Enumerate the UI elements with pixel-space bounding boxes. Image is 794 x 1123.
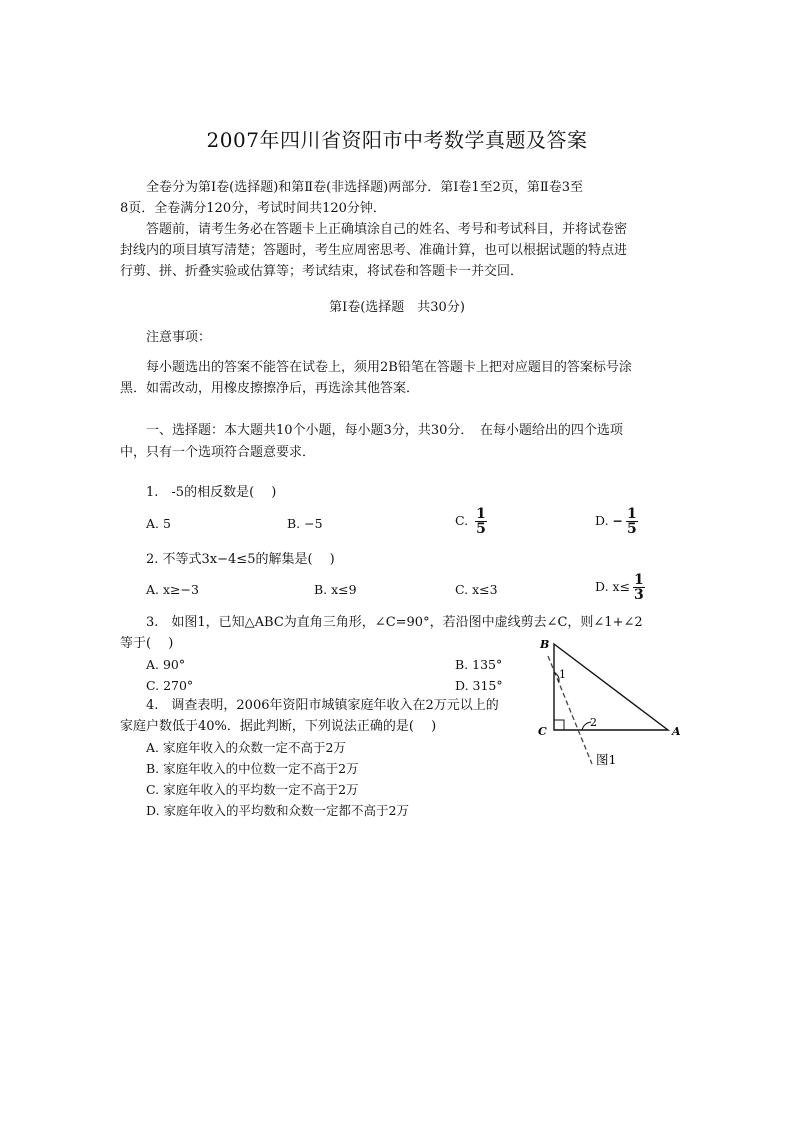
intro-line: 全卷分为第Ⅰ卷(选择题)和第Ⅱ卷(非选择题)两部分．第Ⅰ卷1至2页，第Ⅱ卷3至: [146, 180, 584, 195]
intro-line: 答题前，请考生务必在答题卡上正确填涂自己的姓名、考号和考试科目，并将试卷密: [146, 222, 628, 237]
part1-line: 一、选择题：本大题共10个小题，每小题3分，共30分． 在每小题给出的四个选项: [146, 423, 623, 438]
fraction-numerator: 1: [627, 506, 637, 522]
notice-label: 注意事项：: [146, 330, 212, 345]
q1-option-c: [455, 507, 487, 536]
q1-option-d-fraction: [626, 507, 638, 536]
question-2-stem: 2. 不等式3x−4≤5的解集是( ): [146, 552, 335, 567]
q1-option-c-prefix: C.: [455, 513, 469, 528]
question-3-line: 等于( ): [120, 636, 174, 651]
q1-option-b: B. −5: [287, 516, 323, 531]
q3-option-b: B. 135°: [455, 657, 503, 672]
q2-option-a: A. x≥−3: [146, 582, 199, 597]
question-1-stem: 1. -5的相反数是( ): [146, 485, 277, 500]
angle-1-label: 1: [559, 668, 566, 681]
angle-2-label: 2: [590, 716, 597, 729]
q3-option-a: A. 90°: [146, 657, 186, 672]
fraction-numerator: 1: [634, 572, 644, 588]
q4-option-c: C. 家庭年收入的平均数一定不高于2万: [146, 782, 359, 797]
intro-line: 行剪、拼、折叠实验或估算等；考试结束，将试卷和答题卡一并交回．: [120, 264, 524, 279]
section-title: 第Ⅰ卷(选择题 共30分): [329, 300, 465, 315]
q2-option-b: B. x≤9: [314, 582, 357, 597]
q4-option-d: D. 家庭年收入的平均数和众数一定都不高于2万: [146, 803, 409, 818]
q1-option-c-fraction: [475, 507, 487, 536]
vertex-c-label: C: [538, 725, 547, 738]
vertex-a-label: A: [672, 725, 681, 738]
fraction-denominator: 3: [634, 587, 644, 603]
q4-option-b: B. 家庭年收入的中位数一定不高于2万: [146, 761, 359, 776]
q1-option-d: [595, 507, 638, 536]
triangle-abc: [554, 644, 668, 730]
intro-line: 8页．全卷满分120分，考试时间共120分钟．: [120, 201, 386, 216]
q3-option-d: D. 315°: [455, 678, 503, 693]
fraction-numerator: 1: [476, 506, 486, 522]
q4-option-a: A. 家庭年收入的众数一定不高于2万: [146, 740, 346, 755]
intro-line: 封线内的项目填写清楚；答题时，考生应周密思考、准确计算，也可以根据试题的特点进: [120, 243, 628, 258]
part1-line: 中，只有一个选项符合题意要求．: [120, 445, 316, 460]
notice-line: 每小题选出的答案不能答在试卷上，须用2B铅笔在答题卡上把对应题目的答案标号涂: [146, 360, 632, 375]
right-angle-marker: [554, 720, 564, 730]
q2-option-d: [595, 573, 645, 602]
q3-option-c: C. 270°: [146, 678, 194, 693]
page-title: 2007年四川省资阳市中考数学真题及答案: [206, 128, 588, 152]
question-4-line: 4. 调查表明，2006年资阳市城镇家庭年收入在2万元以上的: [146, 698, 499, 713]
figure-caption: 图1: [596, 752, 617, 767]
figure-1-triangle: [528, 632, 688, 772]
q2-option-d-fraction: [633, 573, 645, 602]
q2-option-d-prefix: D. x≤: [595, 579, 631, 594]
notice-line: 黑．如需改动，用橡皮擦擦净后，再选涂其他答案．: [120, 381, 420, 396]
q1-option-a: A. 5: [146, 516, 171, 531]
q1-option-d-sign: −: [612, 513, 624, 528]
vertex-b-label: B: [540, 638, 550, 651]
fraction-denominator: 5: [627, 521, 637, 537]
q1-option-d-prefix: D.: [595, 513, 609, 528]
q2-option-c: C. x≤3: [455, 582, 498, 597]
question-4-line: 家庭户数低于40%．据此判断，下列说法正确的是( ): [120, 719, 437, 734]
question-3-line: 3. 如图1，已知△ABC为直角三角形，∠C=90°，若沿图中虚线剪去∠C，则∠1+∠2: [146, 615, 643, 630]
fraction-denominator: 5: [476, 521, 486, 537]
